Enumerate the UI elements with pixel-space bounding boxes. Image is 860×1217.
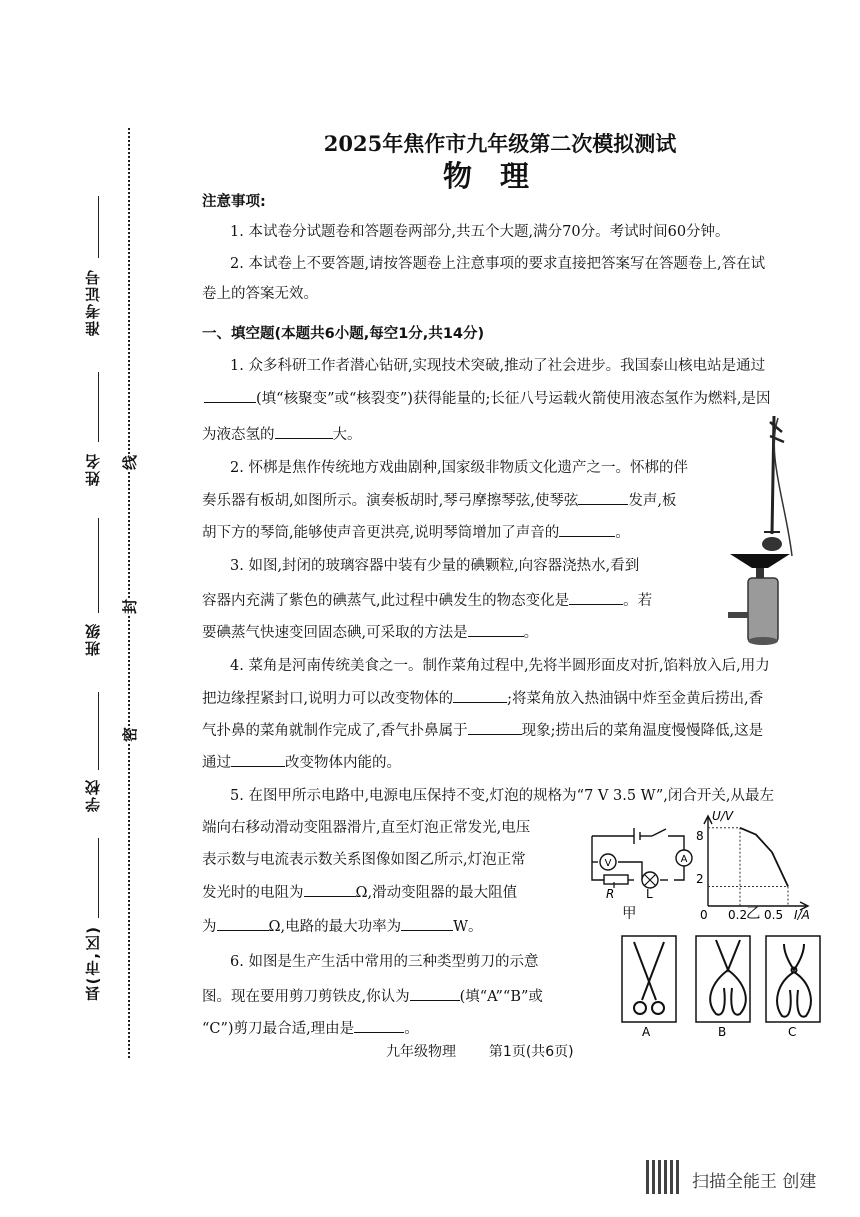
rheostat-label: R [606,887,615,901]
q4-line3-text-b: 现象;捞出后的菜角温度慢慢降低,这是 [521,723,764,739]
q2-line2 [202,490,676,511]
q6-line3-text-b: 。 [404,1021,419,1037]
q5-line5-text-a: 为 [202,919,217,935]
scissors-figures [620,934,830,1038]
q3-line3-text-a: 要碘蒸气快速变回固态碘,可采取的方法是 [202,625,468,641]
q5-line5-text-b: Ω,电路的最大功率为 [268,919,402,935]
x-tick1-label: 0.2 [728,908,748,920]
circuit-caption: 甲 [622,906,637,922]
voltmeter-label: V [604,858,612,869]
exam-id-field [98,196,99,258]
notice-item-2b: 卷上的答案无效。 [202,286,318,302]
school-label: 学校 [84,778,102,812]
answer-blank [569,590,623,605]
circuit-diagram [584,822,694,902]
q4-line4-text-b: 改变物体内能的。 [285,755,401,771]
y-axis-label: U/V [712,809,734,823]
x-origin-label: 0 [700,908,708,920]
seal-feng-char: 封 [121,598,140,615]
seal-mi-char: 密 [121,726,140,743]
q4-line2-text-b: ;将菜角放入热油锅中炸至金黄后捞出,香 [507,691,764,707]
q3-line3-text-b: 。 [523,625,539,641]
q3-line2-text-a: 容器内充满了紫色的碘蒸气,此过程中碘发生的物态变化是 [202,593,570,609]
scanner-watermark: 扫描全能王 创建 [692,1172,817,1192]
q6-line3 [202,1018,419,1039]
scissors-b-label: B [718,1025,727,1038]
answer-blank [468,622,524,637]
answer-blank [204,388,256,403]
lamp-label: L [646,887,653,901]
notice-item-1: 1. 本试卷分试题卷和答题卷两部分,共五个大题,满分70分。考试时间60分钟。 [230,224,730,240]
subject-title: 物理 [442,159,557,193]
class-label: 班级 [84,622,102,656]
x-tick2-label: 0.5 [764,908,784,920]
seal-dotted-line [128,128,130,1058]
q2-line3-text-a: 胡下方的琴筒,能够使声音更洪亮,说明琴筒增加了声音的 [202,525,560,541]
q4-line4 [202,752,401,773]
county-field [98,838,99,918]
notice-item-2a: 2. 本试卷上不要答题,请按答题卷上注意事项的要求直接把答案写在答题卷上,答在试 [230,256,766,272]
q5-line3: 表示数与电流表示数关系图像如图乙所示,灯泡正常 [202,852,526,868]
graph-curve [740,828,788,887]
exam-title: 2025年焦作市九年级第二次模拟测试 [323,131,677,156]
answer-blank [231,752,285,767]
answer-blank [401,916,453,931]
seal-line-char: 线 [121,454,140,471]
q2-line3 [202,522,630,543]
q5-line4-text-a: 发光时的电阻为 [202,885,304,901]
q6-line3-text-a: “C”)剪刀最合适,理由是 [202,1021,355,1037]
q4-line3-text-a: 气扑鼻的菜角就制作完成了,香气扑鼻属于 [202,723,468,739]
q4-line3 [202,720,763,741]
answer-blank [354,1018,404,1033]
county-label: 县(市,区) [84,925,102,1002]
answer-blank [453,688,507,703]
scissors-c-icon [777,944,811,1017]
answer-blank [578,490,628,505]
q1-line3-text-a: 为液态氢的 [202,427,275,443]
q1-line1: 1. 众多科研工作者潜心钻研,实现技术突破,推动了社会进步。我国泰山核电站是通过 [230,358,766,374]
q5-line1: 5. 在图甲所示电路中,电源电压保持不变,灯泡的规格为“7 V 3.5 W”,闭合开关,从最左 [230,788,774,804]
scissors-c-label: C [788,1025,797,1038]
q3-line2 [202,590,652,611]
qr-code-icon [646,1160,680,1194]
q2-line1: 2. 怀梆是焦作传统地方戏曲剧种,国家级非物质文化遗产之一。怀梆的伴 [230,460,689,476]
q6-line2 [202,986,543,1007]
q5-line4-text-b: Ω,滑动变阻器的最大阻值 [355,885,518,901]
ammeter-label: A [680,854,688,865]
q3-line2-text-b: 。若 [623,593,653,609]
name-label: 姓名 [84,452,102,486]
q4-line2 [202,688,763,709]
q5-line5 [202,916,483,937]
y-tick-high: 8 [696,829,704,843]
q4-line4-text-a: 通过 [202,755,231,771]
q5-line5-text-c: W。 [453,919,483,935]
answer-blank [410,986,460,1001]
scissors-b-icon [710,940,746,1015]
scissors-c-frame [766,936,820,1022]
q6-line1: 6. 如图是生产生活中常用的三种类型剪刀的示意 [230,954,539,970]
q1-line3 [202,424,362,445]
q4-line2-text-a: 把边缘捏紧封口,说明力可以改变物体的 [202,691,454,707]
q3-line1: 3. 如图,封闭的玻璃容器中装有少量的碘颗粒,向容器浇热水,看到 [230,558,640,574]
q2-line3-text-b: 。 [615,525,630,541]
q6-line2-text-a: 图。现在要用剪刀剪铁皮,你认为 [202,989,410,1005]
name-field [98,372,99,442]
q5-line2: 端向右移动滑动变阻器滑片,直至灯泡正常发光,电压 [202,820,531,836]
q4-line1: 4. 菜角是河南传统美食之一。制作菜角过程中,先将半圆形面皮对折,馅料放入后,用力 [230,658,770,674]
exam-id-label: 准考证号 [84,268,102,336]
section1-heading: 一、填空题(本题共6小题,每空1分,共14分) [202,326,485,342]
banhu-figure [742,414,802,564]
q1-line2 [204,388,770,409]
class-field [98,518,99,613]
q5-line4 [202,882,517,903]
footer-subject: 九年级物理 [386,1044,456,1060]
q3-line3 [202,622,538,643]
notice-heading: 注意事项: [202,194,266,210]
scissors-a-icon [634,942,664,1014]
scissors-a-label: A [642,1025,651,1038]
iodine-container-figure [722,552,812,650]
q1-line3-text-b: 大。 [332,427,362,443]
x-axis-label: I/A [794,908,810,920]
q6-line2-text-b: (填“A”“B”或 [459,989,543,1005]
q2-line2-text-a: 奏乐器有板胡,如图所示。演奏板胡时,琴弓摩擦琴弦,使琴弦 [202,493,579,509]
answer-blank [304,882,356,897]
answer-blank [559,522,615,537]
y-tick-low: 2 [696,872,704,886]
school-field [98,692,99,770]
answer-blank [217,916,269,931]
q1-line2-text: (填“核聚变”或“核裂变”)获得能量的;长征八号运载火箭使用液态氢作为燃料,是因 [256,391,771,407]
graph-guides [708,828,788,906]
answer-blank [275,424,333,439]
graph-caption: 乙 [746,906,761,922]
page-footer [386,1041,574,1061]
footer-page: 第1页(共6页) [488,1044,574,1060]
q2-line2-text-b: 发声,板 [628,493,677,509]
answer-blank [468,720,522,735]
